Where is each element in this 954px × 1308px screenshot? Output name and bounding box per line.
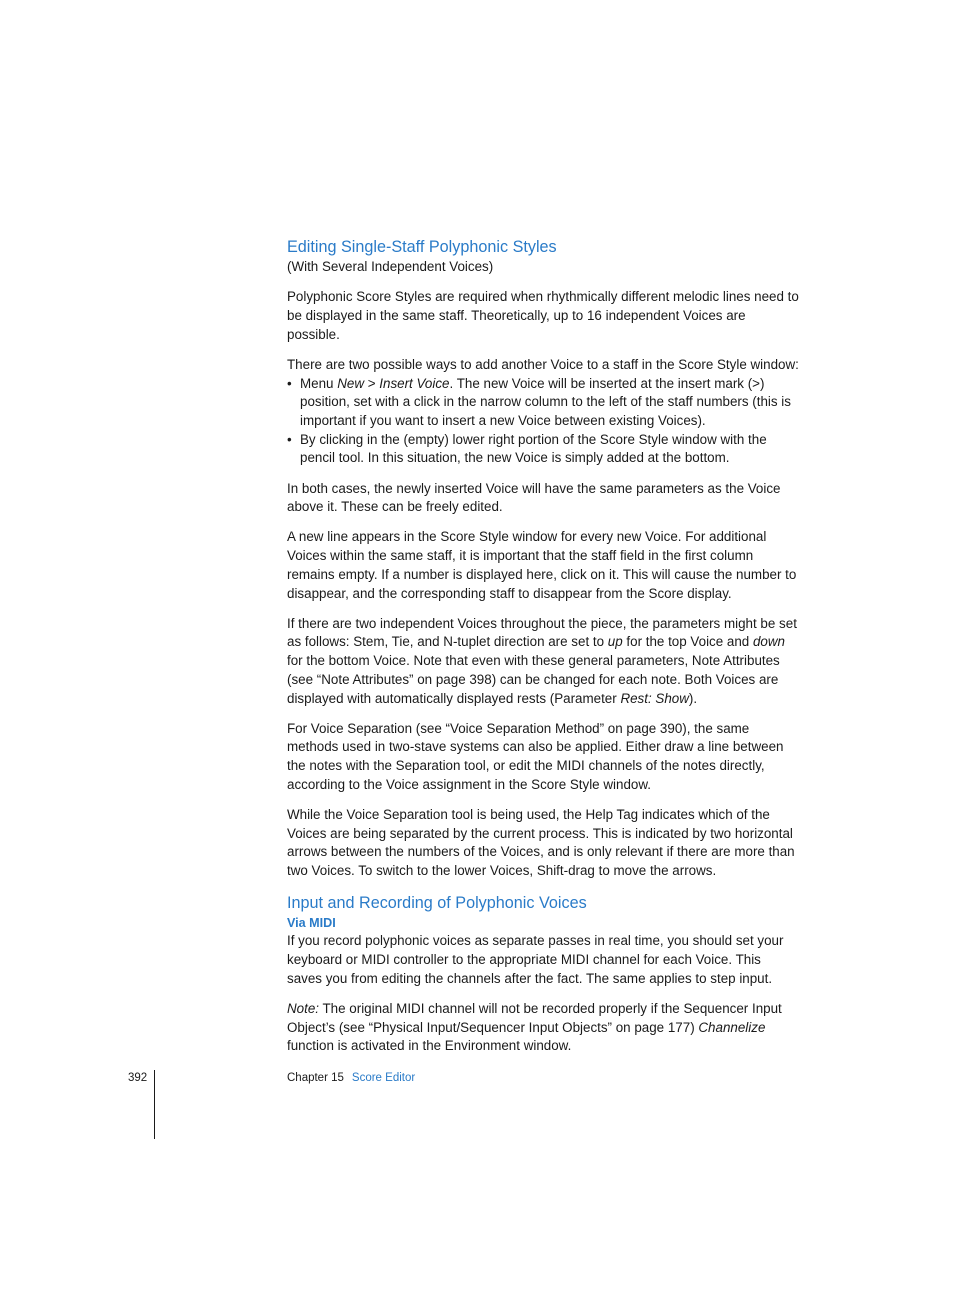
bullet-item-menu: • Menu New > Insert Voice. The new Voice will be inserted at the insert mark (>) position, set with a click in the narrow column to the left of the staff numbers (this is important if you want to insert a new Voice between existing Voices). [287,375,799,431]
footer-chapter [287,1069,415,1088]
paragraph-note: Note: The original MIDI channel will not be recorded properly if the Sequencer Input Object’s (see “Physical Input/Sequencer Input Objects” on page 177) Channelize function is activated in the Environment window. [287,1001,782,1054]
footer-divider [154,1070,155,1139]
subsection-heading-midi: Via MIDI [287,916,336,931]
paragraph-polyphonic-styles: Polyphonic Score Styles are required when rhythmically different melodic lines need to be displayed in the same staff. Theoretically, up to 16 independent Voices are possible. [287,289,799,342]
menu-new: New [337,375,365,391]
section-heading-editing: Editing Single-Staff Polyphonic Styles [287,238,557,256]
section-input-recording [287,892,799,1056]
page-number: 392 [128,1072,148,1084]
paragraph-independent-voices: If there are two independent Voices throughout the piece, the parameters might be set as follows: Stem, Tie, and N-tuplet direction are set to up for the top Voice and down for the bottom Voice. Note that even with these general parameters, Note Attributes (see “Note Attributes” on page 398) can be changed for each note. Both Voices are displayed with automatically displayed rests (Parameter Rest: Show). [287,615,797,706]
chapter-label: Chapter 15 [287,1072,344,1084]
bullet-item-pencil: • By clicking in the (empty) lower right portion of the Score Style window with the pencil tool. In this situation, the new Voice is simply added at the bottom. [287,431,799,468]
paragraph-two-ways: There are two possible ways to add another Voice to a staff in the Score Style window: [287,356,799,372]
note-label: Note: [287,1001,320,1016]
paragraph-record-polyphonic: If you record polyphonic voices as separate passes in real time, you should set your keyboard or MIDI controller to the appropriate MIDI channel for each Voice. This saves you from editing the channels after the fact. The same applies to step input. [287,933,784,986]
chapter-title: Score Editor [351,1072,416,1084]
bullet-list [287,375,799,469]
section-heading-input: Input and Recording of Polyphonic Voices [287,894,587,913]
section-subheading: (With Several Independent Voices) [287,259,494,274]
paragraph-new-line: A new line appears in the Score Style window for every new Voice. For additional Voices within the same staff, it is important that the staff field in the first column remains empty. If a number is displayed here, click on it. This will cause the number to disappear, and the corresponding staff to disappear from the Score display. [287,529,797,601]
paragraph-voice-separation: For Voice Separation (see “Voice Separation Method” on page 390), the same methods used in two-stave systems can also be applied. Either draw a line between the notes with the Separation tool, or edit the MIDI channels of the notes directly, according to the Voice assignment in the Score Style window. [287,720,784,792]
page-content [287,236,799,1068]
menu-insert-voice: Insert Voice [379,375,450,391]
paragraph-both-cases: In both cases, the newly inserted Voice will have the same parameters as the Voice above it. These can be freely edited. [287,480,781,515]
paragraph-help-tag: While the Voice Separation tool is being used, the Help Tag indicates which of the Voices are being separated by the current process. This is indicated by two horizontal arrows between the numbers of the Voices, and is only relevant if there are more than two Voices. To switch to the lower Voices, Shift-drag to move the arrows. [287,807,795,879]
